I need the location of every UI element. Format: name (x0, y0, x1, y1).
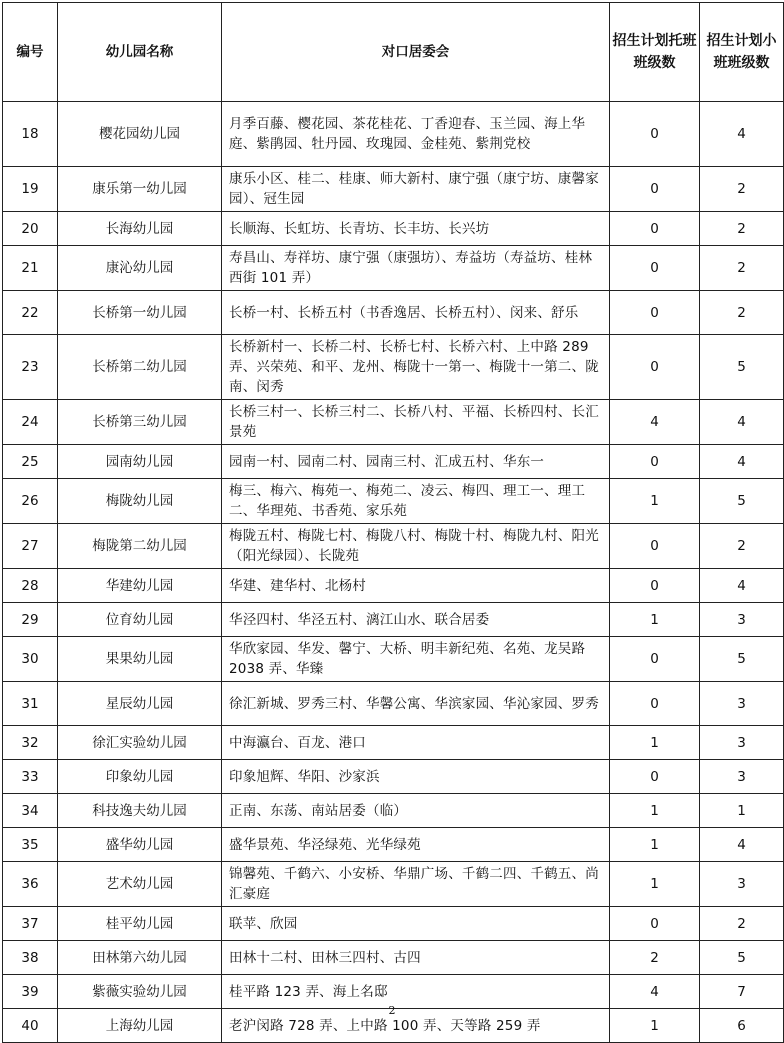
xiao-class-count: 2 (700, 212, 784, 246)
tuo-class-count: 0 (610, 569, 700, 603)
kindergarten-name: 长桥第三幼儿园 (58, 400, 222, 445)
committee-list: 锦馨苑、千鹤六、小安桥、华鼎广场、千鹤二四、千鹤五、尚汇豪庭 (222, 862, 610, 907)
tuo-class-count: 1 (610, 862, 700, 907)
table-row (3, 941, 784, 975)
header-id: 编号 (3, 3, 58, 102)
table-row (3, 102, 784, 167)
table-row (3, 603, 784, 637)
committee-list: 中海瀛台、百龙、港口 (222, 726, 610, 760)
row-id: 21 (3, 246, 58, 291)
xiao-class-count: 4 (700, 102, 784, 167)
tuo-class-count: 0 (610, 682, 700, 726)
table-row (3, 682, 784, 726)
kindergarten-name: 长桥第二幼儿园 (58, 335, 222, 400)
row-id: 27 (3, 524, 58, 569)
row-id: 28 (3, 569, 58, 603)
table-row (3, 794, 784, 828)
xiao-class-count: 2 (700, 291, 784, 335)
xiao-class-count: 1 (700, 794, 784, 828)
tuo-class-count: 0 (610, 524, 700, 569)
kindergarten-name: 紫薇实验幼儿园 (58, 975, 222, 1009)
table-row (3, 760, 784, 794)
row-id: 19 (3, 167, 58, 212)
committee-list: 盛华景苑、华泾绿苑、光华绿苑 (222, 828, 610, 862)
kindergarten-name: 印象幼儿园 (58, 760, 222, 794)
tuo-class-count: 0 (610, 246, 700, 291)
tuo-class-count: 0 (610, 167, 700, 212)
committee-list: 梅陇五村、梅陇七村、梅陇八村、梅陇十村、梅陇九村、阳光（阳光绿园）、长陇苑 (222, 524, 610, 569)
tuo-class-count: 0 (610, 291, 700, 335)
xiao-class-count: 3 (700, 760, 784, 794)
tuo-class-count: 0 (610, 637, 700, 682)
committee-list: 康乐小区、桂二、桂康、师大新村、康宁强（康宁坊、康馨家园）、冠生园 (222, 167, 610, 212)
header-plan-xiao-classes: 招生计划小班班级数 (700, 3, 784, 102)
committee-list: 老沪闵路 728 弄、上中路 100 弄、天等路 259 弄 (222, 1009, 610, 1043)
tuo-class-count: 0 (610, 445, 700, 479)
table-row (3, 400, 784, 445)
xiao-class-count: 5 (700, 941, 784, 975)
table-row (3, 479, 784, 524)
xiao-class-count: 5 (700, 479, 784, 524)
row-id: 40 (3, 1009, 58, 1043)
xiao-class-count: 2 (700, 167, 784, 212)
row-id: 31 (3, 682, 58, 726)
kindergarten-name: 桂平幼儿园 (58, 907, 222, 941)
row-id: 34 (3, 794, 58, 828)
table-row (3, 335, 784, 400)
kindergarten-name: 上海幼儿园 (58, 1009, 222, 1043)
kindergarten-name: 田林第六幼儿园 (58, 941, 222, 975)
table-row (3, 726, 784, 760)
tuo-class-count: 1 (610, 726, 700, 760)
xiao-class-count: 3 (700, 726, 784, 760)
kindergarten-name: 康沁幼儿园 (58, 246, 222, 291)
committee-list: 联苹、欣园 (222, 907, 610, 941)
xiao-class-count: 4 (700, 569, 784, 603)
kindergarten-name: 盛华幼儿园 (58, 828, 222, 862)
xiao-class-count: 2 (700, 907, 784, 941)
table-row (3, 828, 784, 862)
row-id: 33 (3, 760, 58, 794)
tuo-class-count: 2 (610, 941, 700, 975)
table-row (3, 212, 784, 246)
kindergarten-name: 梅陇第二幼儿园 (58, 524, 222, 569)
table-row (3, 569, 784, 603)
committee-list: 长桥一村、长桥五村（书香逸居、长桥五村）、闵来、舒乐 (222, 291, 610, 335)
xiao-class-count: 4 (700, 445, 784, 479)
table-row (3, 167, 784, 212)
row-id: 20 (3, 212, 58, 246)
row-id: 29 (3, 603, 58, 637)
kindergarten-name: 长桥第一幼儿园 (58, 291, 222, 335)
kindergarten-name: 徐汇实验幼儿园 (58, 726, 222, 760)
row-id: 23 (3, 335, 58, 400)
xiao-class-count: 2 (700, 246, 784, 291)
row-id: 24 (3, 400, 58, 445)
page-number: 2 (388, 1004, 396, 1017)
kindergarten-name: 长海幼儿园 (58, 212, 222, 246)
row-id: 30 (3, 637, 58, 682)
row-id: 32 (3, 726, 58, 760)
row-id: 18 (3, 102, 58, 167)
header-plan-tuo-classes: 招生计划托班班级数 (610, 3, 700, 102)
committee-list: 正南、东荡、南站居委（临） (222, 794, 610, 828)
committee-list: 园南一村、园南二村、园南三村、汇成五村、华东一 (222, 445, 610, 479)
kindergarten-name: 华建幼儿园 (58, 569, 222, 603)
tuo-class-count: 0 (610, 760, 700, 794)
tuo-class-count: 4 (610, 400, 700, 445)
kindergarten-name: 康乐第一幼儿园 (58, 167, 222, 212)
kindergarten-name: 艺术幼儿园 (58, 862, 222, 907)
kindergarten-enrollment-table (2, 2, 784, 1043)
committee-list: 月季百藤、樱花园、茶花桂花、丁香迎春、玉兰园、海上华庭、紫鹃园、牡丹园、玫瑰园、金桂苑、紫荆党校 (222, 102, 610, 167)
kindergarten-name: 樱花园幼儿园 (58, 102, 222, 167)
committee-list: 长桥新村一、长桥二村、长桥七村、长桥六村、上中路 289 弄、兴荣苑、和平、龙州、梅陇十一第一、梅陇十一第二、陇南、闵秀 (222, 335, 610, 400)
xiao-class-count: 2 (700, 524, 784, 569)
committee-list: 华建、建华村、北杨村 (222, 569, 610, 603)
xiao-class-count: 4 (700, 828, 784, 862)
row-id: 38 (3, 941, 58, 975)
table-row (3, 907, 784, 941)
row-id: 35 (3, 828, 58, 862)
tuo-class-count: 0 (610, 907, 700, 941)
xiao-class-count: 5 (700, 637, 784, 682)
committee-list: 寿昌山、寿祥坊、康宁强（康强坊）、寿益坊（寿益坊、桂林西街 101 弄） (222, 246, 610, 291)
table-header-row (3, 3, 784, 102)
tuo-class-count: 1 (610, 479, 700, 524)
tuo-class-count: 1 (610, 828, 700, 862)
tuo-class-count: 1 (610, 603, 700, 637)
table-row (3, 445, 784, 479)
row-id: 37 (3, 907, 58, 941)
table-row (3, 637, 784, 682)
table-row (3, 246, 784, 291)
kindergarten-name: 位育幼儿园 (58, 603, 222, 637)
xiao-class-count: 3 (700, 682, 784, 726)
committee-list: 长顺海、长虹坊、长青坊、长丰坊、长兴坊 (222, 212, 610, 246)
kindergarten-name: 园南幼儿园 (58, 445, 222, 479)
header-committees: 对口居委会 (222, 3, 610, 102)
committee-list: 印象旭辉、华阳、沙家浜 (222, 760, 610, 794)
committee-list: 田林十二村、田林三四村、古四 (222, 941, 610, 975)
tuo-class-count: 4 (610, 975, 700, 1009)
committee-list: 徐汇新城、罗秀三村、华馨公寓、华滨家园、华沁家园、罗秀 (222, 682, 610, 726)
row-id: 39 (3, 975, 58, 1009)
kindergarten-name: 科技逸夫幼儿园 (58, 794, 222, 828)
table-row (3, 862, 784, 907)
committee-list: 梅三、梅六、梅苑一、梅苑二、凌云、梅四、理工一、理工二、华理苑、书香苑、家乐苑 (222, 479, 610, 524)
tuo-class-count: 0 (610, 335, 700, 400)
committee-list: 长桥三村一、长桥三村二、长桥八村、平福、长桥四村、长汇景苑 (222, 400, 610, 445)
row-id: 36 (3, 862, 58, 907)
committee-list: 华泾四村、华泾五村、漓江山水、联合居委 (222, 603, 610, 637)
kindergarten-name: 果果幼儿园 (58, 637, 222, 682)
tuo-class-count: 0 (610, 102, 700, 167)
committee-list: 华欣家园、华发、馨宁、大桥、明丰新纪苑、名苑、龙吴路 2038 弄、华臻 (222, 637, 610, 682)
table-body (3, 102, 784, 1043)
committee-list: 桂平路 123 弄、海上名邸 (222, 975, 610, 1009)
table-row (3, 524, 784, 569)
row-id: 22 (3, 291, 58, 335)
table-row (3, 291, 784, 335)
xiao-class-count: 7 (700, 975, 784, 1009)
header-kindergarten-name: 幼儿园名称 (58, 3, 222, 102)
tuo-class-count: 0 (610, 212, 700, 246)
xiao-class-count: 6 (700, 1009, 784, 1043)
row-id: 26 (3, 479, 58, 524)
kindergarten-name: 星辰幼儿园 (58, 682, 222, 726)
xiao-class-count: 5 (700, 335, 784, 400)
tuo-class-count: 1 (610, 794, 700, 828)
kindergarten-name: 梅陇幼儿园 (58, 479, 222, 524)
xiao-class-count: 3 (700, 603, 784, 637)
xiao-class-count: 3 (700, 862, 784, 907)
xiao-class-count: 4 (700, 400, 784, 445)
row-id: 25 (3, 445, 58, 479)
tuo-class-count: 1 (610, 1009, 700, 1043)
